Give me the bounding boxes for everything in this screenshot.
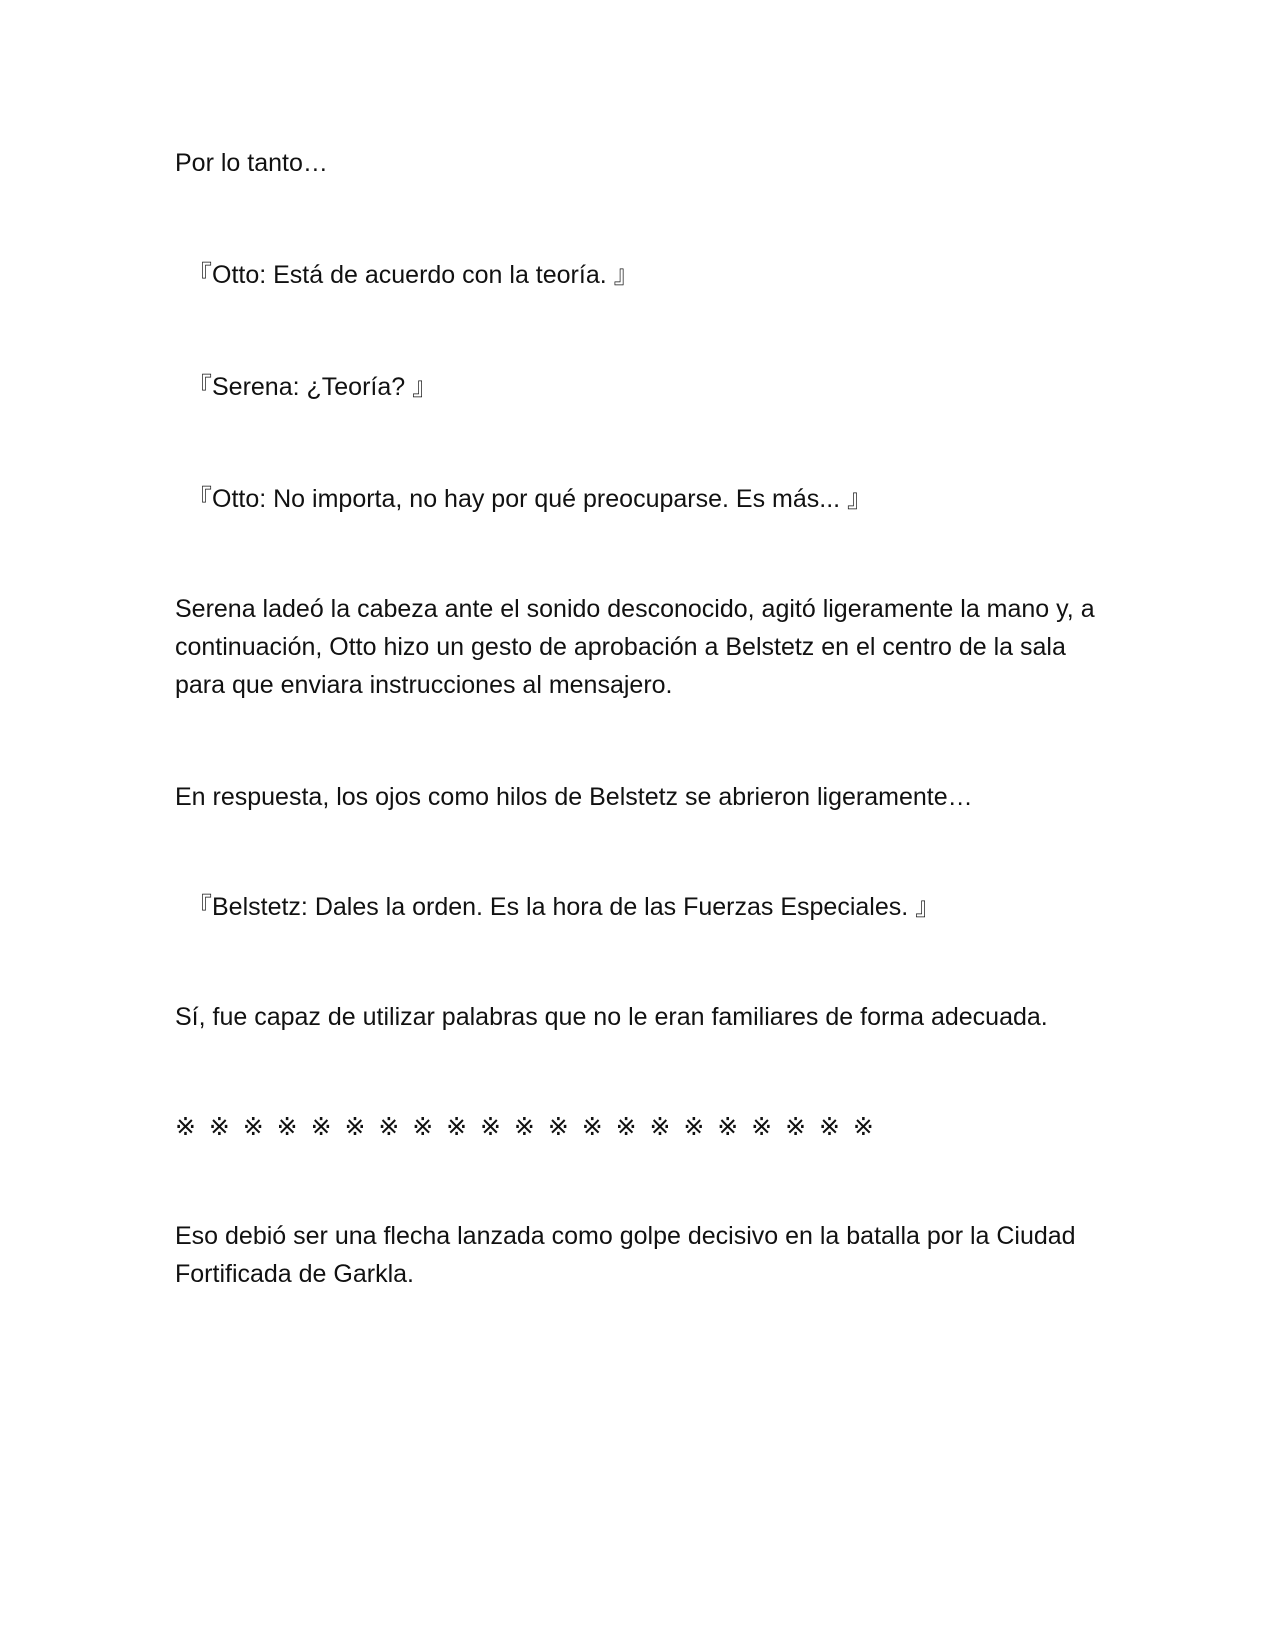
dialogue-belstetz: 『Belstetz: Dales la orden. Es la hora de las Fuerzas Especiales. 』 [187, 893, 941, 921]
dialogue-otto-teoria: 『Otto: Está de acuerdo con la teoría. 』 [187, 261, 639, 289]
paragraph-en-respuesta: En respuesta, los ojos como hilos de Belstetz se abrieron ligeramente… [175, 783, 973, 811]
paragraph-serena-ladeo: Serena ladeó la cabeza ante el sonido desconocido, agitó ligeramente la mano y, a continuación, Otto hizo un gesto de aprobación a Belstetz en el centro de la sala para que enviara instrucciones al mensajero. [175, 595, 1102, 699]
paragraph-eso-debio: Eso debió ser una flecha lanzada como golpe decisivo en la batalla por la Ciudad Fortificada de Garkla. [175, 1222, 1083, 1288]
dialogue-serena: 『Serena: ¿Teoría? 』 [187, 373, 438, 401]
dialogue-otto-no-importa: 『Otto: No importa, no hay por qué preocuparse. Es más... 』 [187, 485, 873, 513]
paragraph-si-fue-capaz: Sí, fue capaz de utilizar palabras que no le eran familiares de forma adecuada. [175, 1003, 1048, 1031]
scene-separator: ※ ※ ※ ※ ※ ※ ※ ※ ※ ※ ※ ※ ※ ※ ※ ※ ※ ※ ※ ※ ※ [175, 1113, 877, 1141]
paragraph-por-lo-tanto: Por lo tanto… [175, 149, 328, 177]
